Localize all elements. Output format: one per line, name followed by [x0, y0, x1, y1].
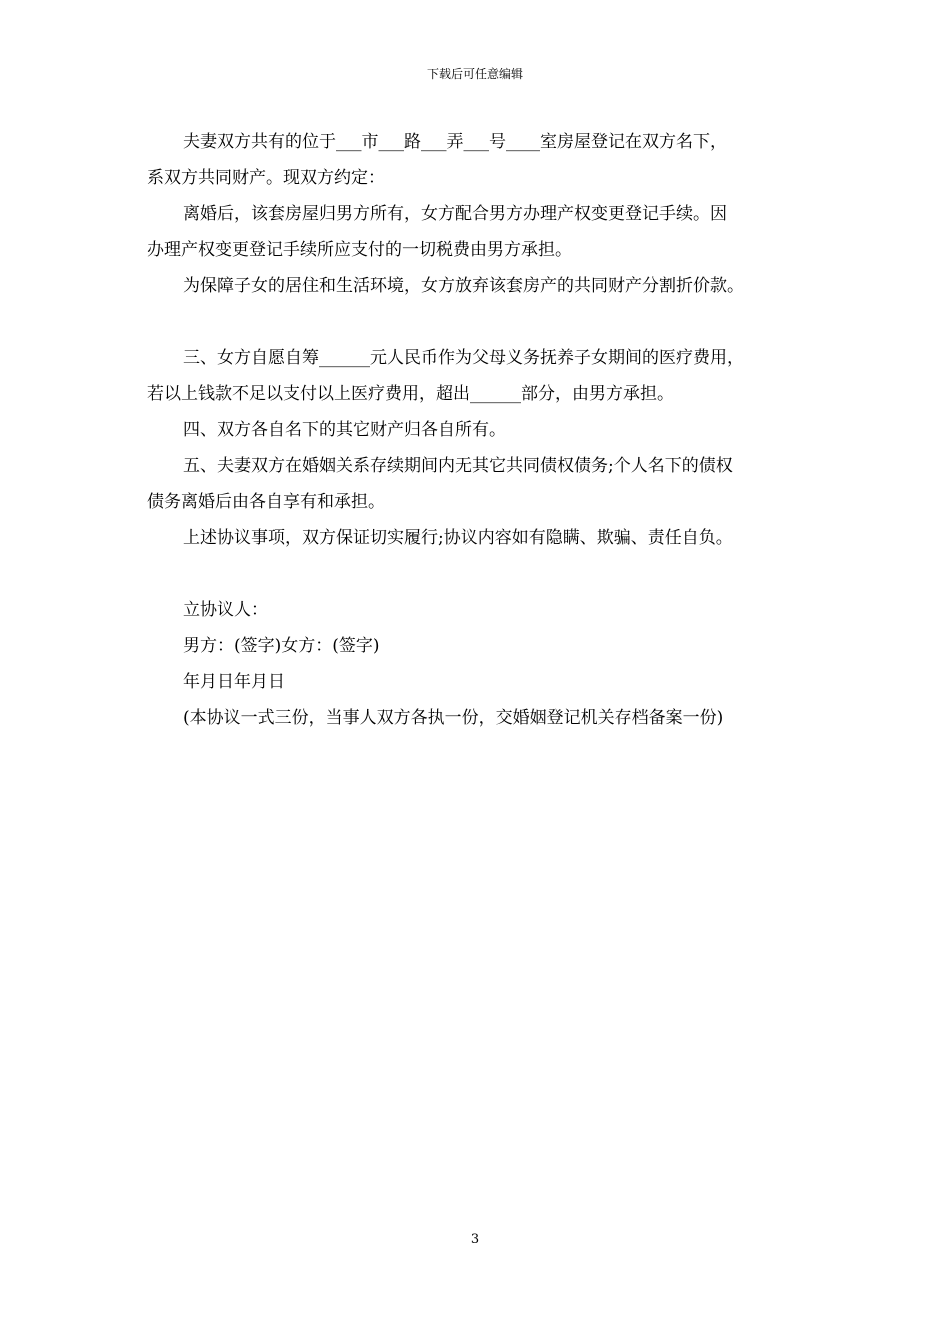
page-header: 下载后可任意编辑 [426, 67, 523, 81]
house-ownership-line-1: 离婚后，该套房屋归男方所有，女方配合男方办理产权变更登记手续。因 [183, 204, 727, 224]
waiver-clause: 为保障子女的居住和生活环境，女方放弃该套房产的共同财产分割折价款。 [183, 276, 744, 296]
page-number: 3 [470, 1232, 480, 1247]
date-line: 年月日年月日 [183, 672, 285, 692]
document-body [147, 124, 827, 736]
property-clause-line-2: 系双方共同财产。现双方约定： [147, 168, 385, 188]
clause-four: 四、双方各自名下的其它财产归各自所有。 [183, 420, 506, 440]
property-clause-line-1: 夫妻双方共有的位于___市___路___弄___号____室房屋登记在双方名下， [183, 132, 727, 152]
clause-three-line-2: 若以上钱款不足以支付以上医疗费用，超出______部分，由男方承担。 [147, 384, 674, 404]
copies-note: (本协议一式三份，当事人双方各执一份，交婚姻登记机关存档备案一份) [183, 708, 724, 728]
house-ownership-line-2: 办理产权变更登记手续所应支付的一切税费由男方承担。 [147, 240, 572, 260]
paragraph-spacer [147, 556, 827, 592]
signature-line: 男方：(签字)女方：(签字) [183, 636, 380, 656]
guarantee-clause: 上述协议事项，双方保证切实履行;协议内容如有隐瞒、欺骗、责任自负。 [183, 528, 733, 548]
signatories-label: 立协议人： [183, 600, 268, 620]
paragraph-spacer [147, 304, 827, 340]
clause-five-line-2: 债务离婚后由各自享有和承担。 [147, 492, 385, 512]
clause-three-line-1: 三、女方自愿自筹______元人民币作为父母义务抚养子女期间的医疗费用， [183, 348, 744, 368]
clause-five-line-1: 五、夫妻双方在婚姻关系存续期间内无其它共同债权债务;个人名下的债权 [183, 456, 733, 476]
